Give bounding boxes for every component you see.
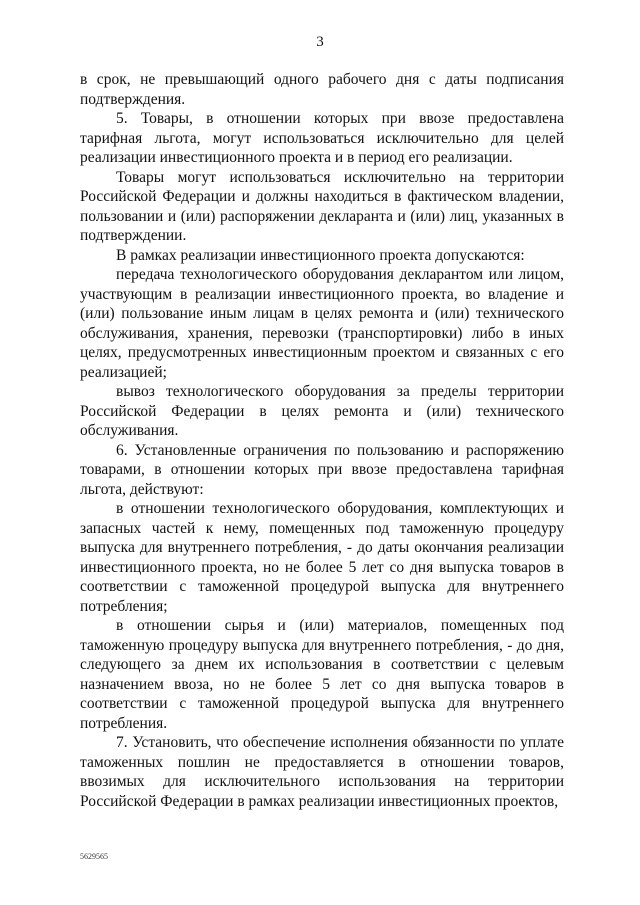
paragraph-export: вывоз технологического оборудования за пределы территории Российской Федерации в целях ремонта и (или) технического обслуживания. xyxy=(80,383,564,439)
paragraph-equipment: в отношении технологического оборудования, комплектующих и запасных частей к нему, помещенных под таможенную процедуру выпуска для внутреннего потребления, - до даты окончания реализации инвестиционного проекта, но не более 5 лет со дня выпуска товаров в соответствии с таможенной процедурой выпуска для внутреннего потребления; xyxy=(80,500,564,615)
paragraph-continuation: в срок, не превышающий одного рабочего дня с даты подписания подтверждения. xyxy=(80,71,564,108)
paragraph-materials: в отношении сырья и (или) материалов, помещенных под таможенную процедуру выпуска для внутреннего потребления, - до дня, следующего за днем их использования в соответствии с целевым назначением ввоза, но не более 5 лет со дня выпуска товаров в соответствии с таможенной процедурой выпуска для внутреннего потребления. xyxy=(80,617,564,732)
document-code: 5629565 xyxy=(80,852,108,861)
paragraph-item-7: 7. Установить, что обеспечение исполнения обязанности по уплате таможенных пошлин не предоставляется в отношении товаров, ввозимых для исключительного использования на территории Российской Федерации в рамках реализации инвестиционных проектов, xyxy=(80,734,564,810)
paragraph-item-6: 6. Установленные ограничения по пользованию и распоряжению товарами, в отношении которых при ввозе предоставлена тарифная льгота, действуют: xyxy=(80,441,564,498)
paragraph-transfer: передача технологического оборудования декларантом или лицом, участвующим в реализации инвестиционного проекта, во владение и (или) пользование иным лицам в целях ремонта и (или) технического обслуживания, хранения, перевозки (транспортировки) либо в иных целях, предусмотренных инвестиционным проектом и связанных с его реализацией; xyxy=(80,266,564,381)
paragraph-item-5: 5. Товары, в отношении которых при ввозе предоставлена тарифная льгота, могут использоваться исключительно для целей реализации инвестиционного проекта и в период его реализации. xyxy=(80,110,564,166)
paragraph-allowed-intro: В рамках реализации инвестиционного проекта допускаются: xyxy=(116,246,525,264)
document-body xyxy=(80,70,564,811)
page-number: 3 xyxy=(316,34,324,50)
paragraph-territory: Товары могут использоваться исключительно на территории Российской Федерации и должны находиться в фактическом владении, пользовании и (или) распоряжении декларанта и (или) лиц, указанных в подтверждении. xyxy=(80,168,564,244)
